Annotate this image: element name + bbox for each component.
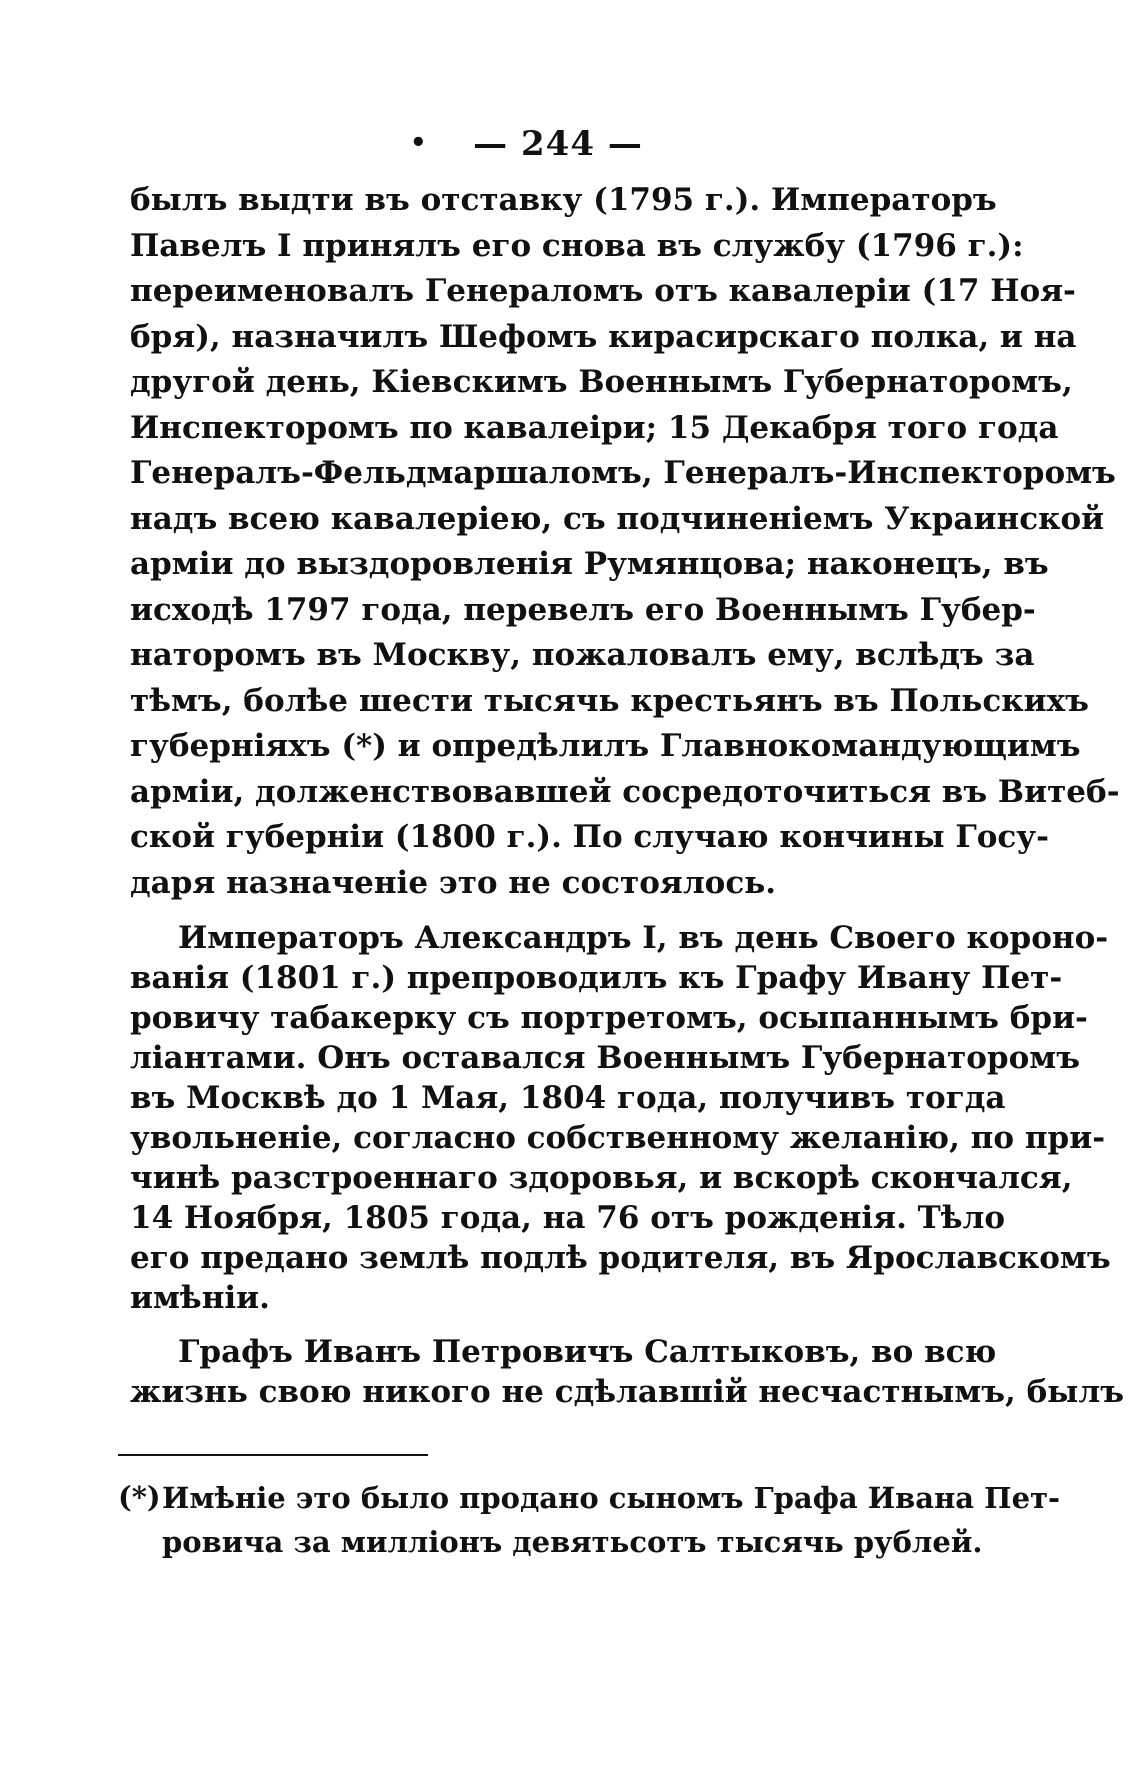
text-line: переименовалъ Генераломъ отъ кавалеріи (17 Ноя- xyxy=(130,273,1076,309)
text-line: Императоръ Александръ I, въ день Своего короно- xyxy=(178,920,1109,956)
text-line: ванія (1801 г.) препроводилъ къ Графу Ивану Пет- xyxy=(130,960,1063,996)
text-line: въ Москвѣ до 1 Мая, 1804 года, получивъ тогда xyxy=(130,1080,1006,1116)
page-number: — 244 — xyxy=(473,124,643,164)
text-line: Павелъ I принялъ его снова въ службу (1796 г.): xyxy=(130,227,1024,264)
text-line: Графъ Иванъ Петровичъ Салтыковъ, во всю xyxy=(178,1334,997,1370)
footnote-line: Имѣніе это было продано сыномъ Графа Ивана Пет- xyxy=(162,1481,1061,1515)
page-mark: • xyxy=(410,128,427,158)
text-line: арміи, долженствовавшей сосредоточиться въ Витеб- xyxy=(130,773,1120,810)
text-line: другой день, Кіевскимъ Военнымъ Губернаторомъ, xyxy=(130,364,1073,400)
footnote-line: ровича за милліонъ девятьсотъ тысячь рублей. xyxy=(162,1525,983,1559)
text-line: бря), назначилъ Шефомъ кирасирскаго полка, и на xyxy=(130,318,1077,355)
text-line: 14 Ноября, 1805 года, на 76 отъ рожденія. Тѣло xyxy=(130,1200,1006,1236)
text-line: ліантами. Онъ оставался Военнымъ Губернаторомъ xyxy=(130,1040,1080,1076)
text-line: ровичу табакерку съ портретомъ, осыпаннымъ бри- xyxy=(130,1000,1088,1036)
text-line: арміи до выздоровленія Румянцова; наконецъ, въ xyxy=(130,546,1049,582)
footnote-marker: (*) xyxy=(118,1480,161,1514)
text-line: его предано землѣ подлѣ родителя, въ Ярославскомъ xyxy=(130,1240,1111,1276)
text-line: наторомъ въ Москву, пожаловалъ ему, вслѣдъ за xyxy=(130,637,1035,673)
text-line: ской губерніи (1800 г.). По случаю кончины Госу- xyxy=(130,819,1050,855)
text-line: тѣмъ, болѣе шести тысячь крестьянъ въ Польскихъ xyxy=(130,682,1089,719)
text-line: жизнь свою никого не сдѣлавшій несчастнымъ, былъ xyxy=(130,1374,1124,1410)
footnote-divider xyxy=(118,1454,428,1456)
text-line: чинѣ разстроеннаго здоровья, и вскорѣ скончался, xyxy=(130,1160,1073,1196)
text-line: Генералъ-Фельдмаршаломъ, Генералъ-Инспекторомъ xyxy=(130,455,1116,491)
text-line: губерніяхъ (*) и опредѣлилъ Главнокомандующимъ xyxy=(130,728,1081,764)
text-line: надъ всею кавалеріею, съ подчиненіемъ Украинской xyxy=(130,500,1105,537)
text-line: Инспекторомъ по кавалеіри; 15 Декабря того года xyxy=(130,409,1059,446)
text-line: былъ выдти въ отставку (1795 г.). Императоръ xyxy=(130,182,997,218)
text-line: даря назначеніе это не состоялось. xyxy=(130,864,777,901)
text-line: имѣніи. xyxy=(130,1280,270,1316)
text-line: исходѣ 1797 года, перевелъ его Военнымъ Губер- xyxy=(130,591,1036,628)
text-line: увольненіе, согласно собственному желанію, по при- xyxy=(130,1120,1106,1156)
